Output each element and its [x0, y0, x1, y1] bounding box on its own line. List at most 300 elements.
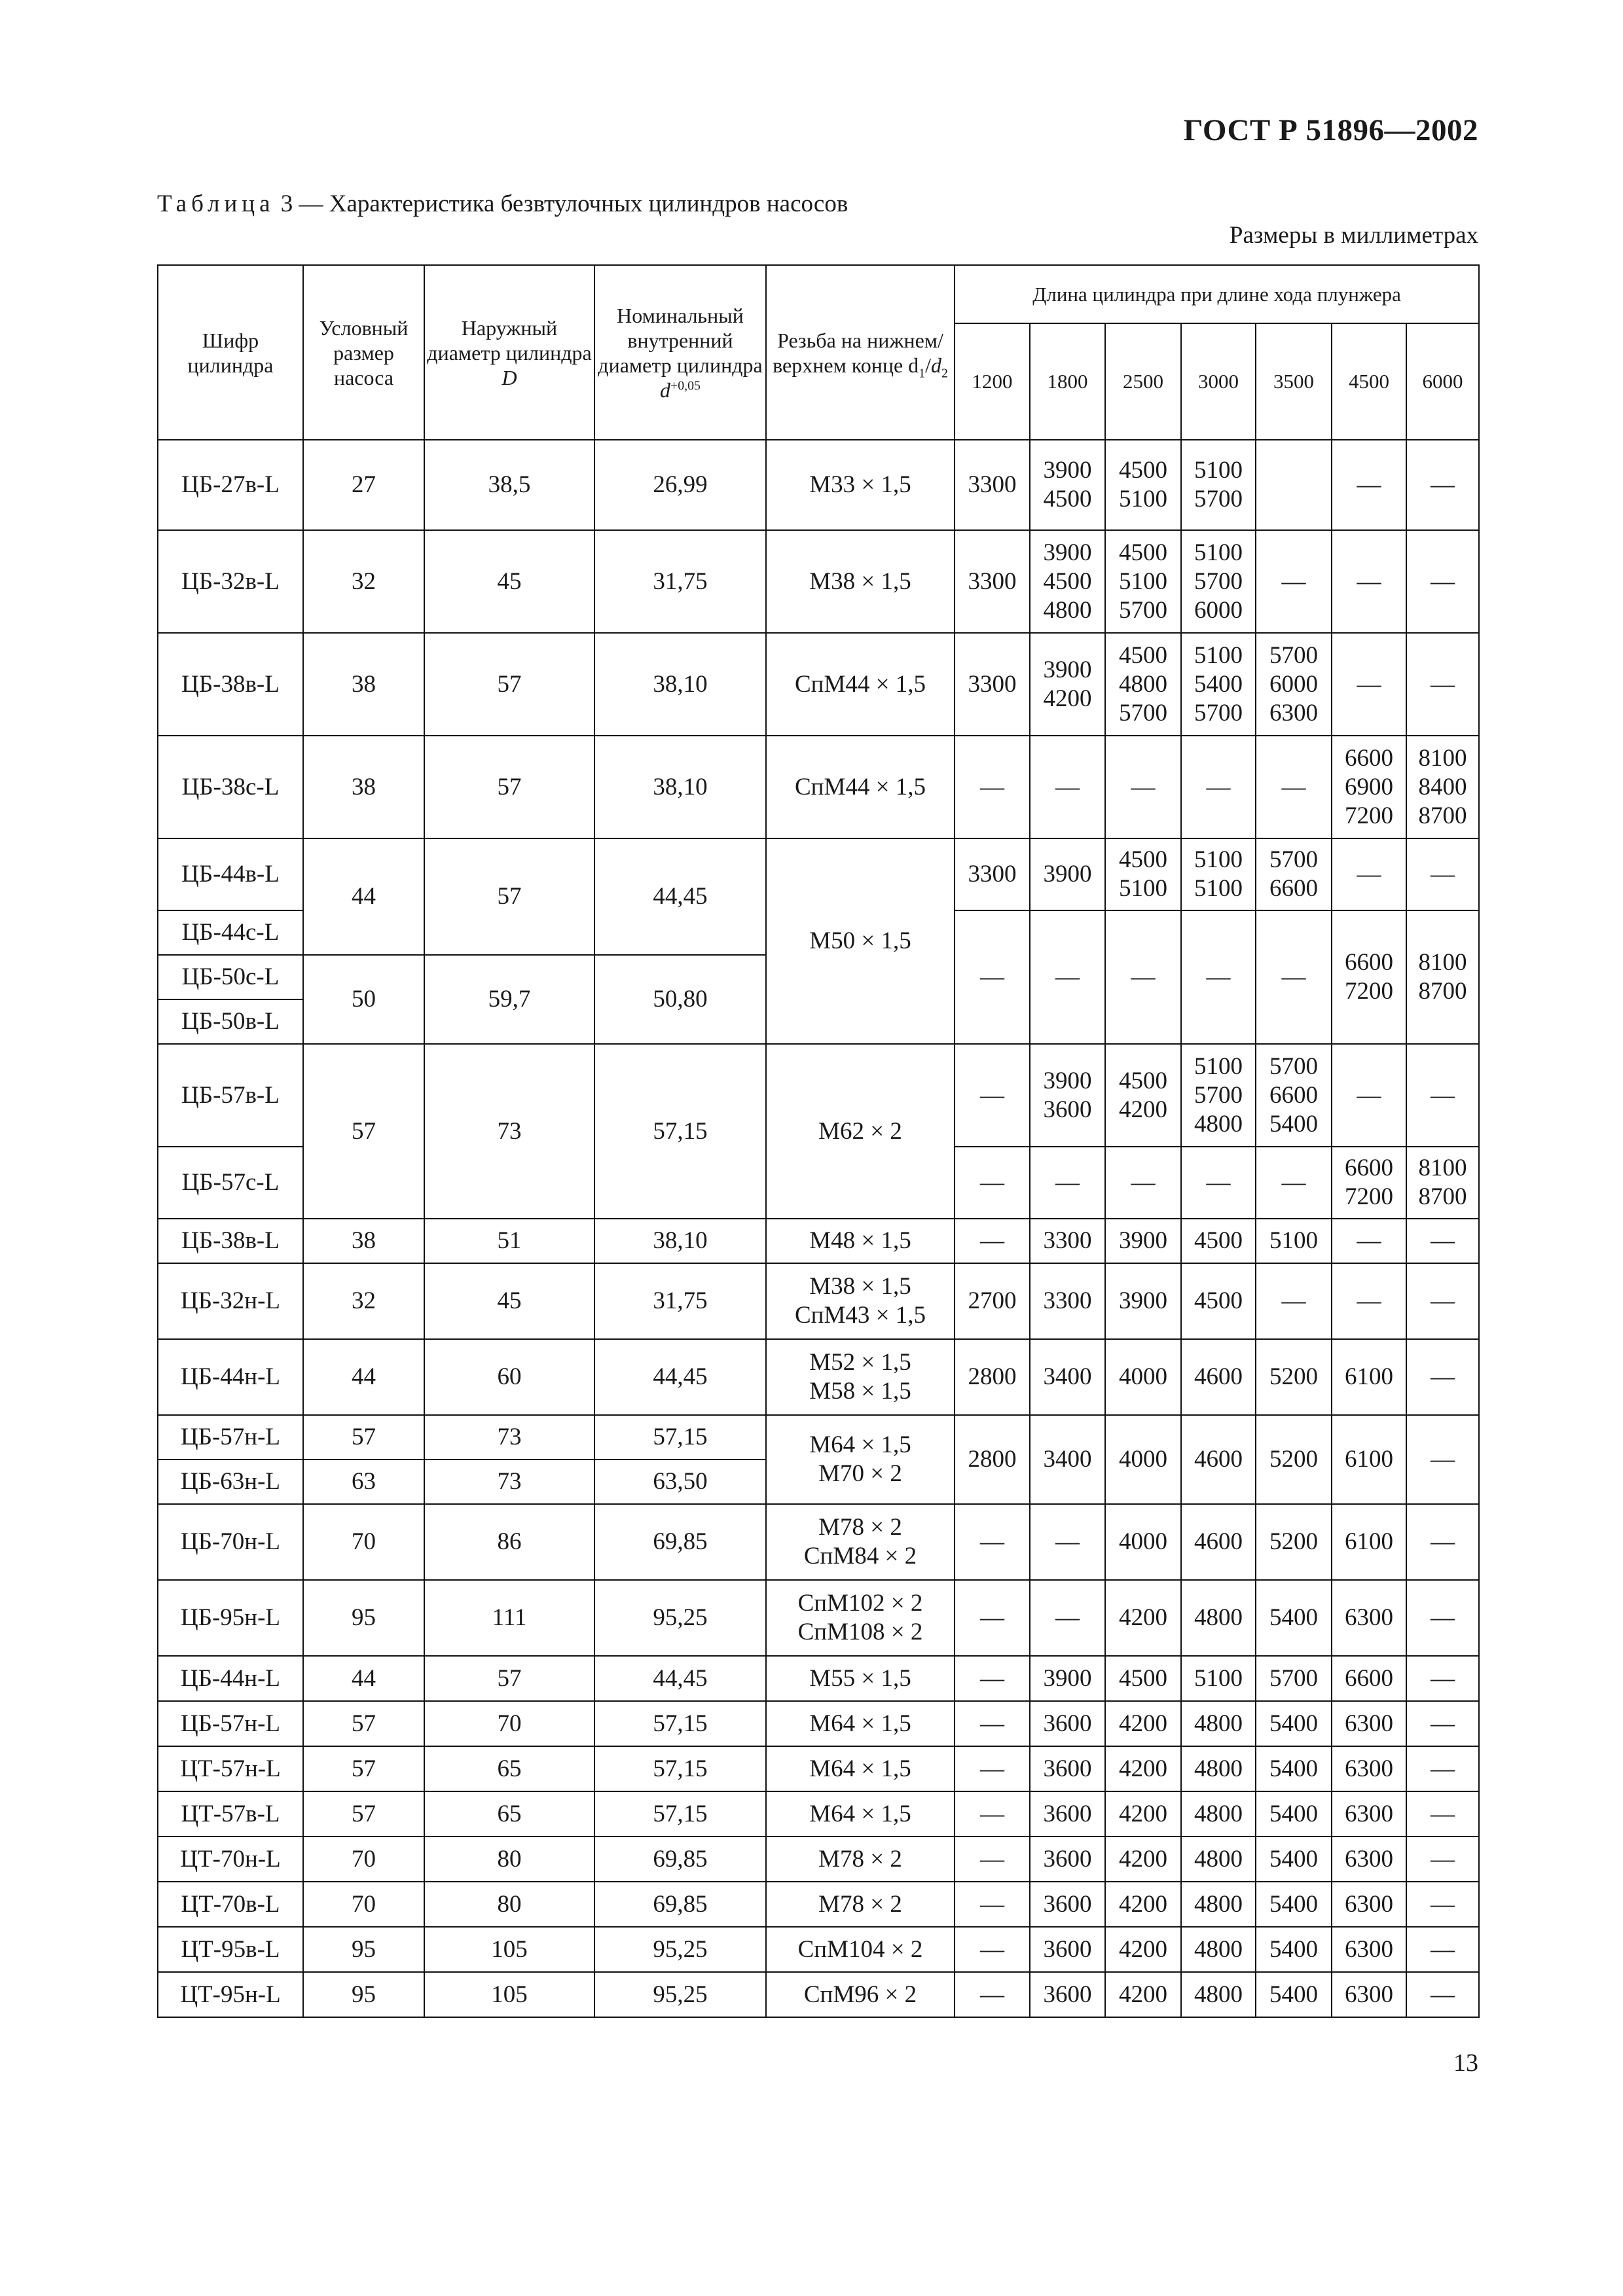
cell-code: ЦБ-57н-L	[158, 1701, 303, 1746]
cell-length: 4500	[1181, 1263, 1256, 1339]
cell-length: 8100 8700	[1406, 910, 1479, 1044]
table-row	[158, 1580, 1479, 1656]
cell-inner-diameter: 26,99	[594, 440, 766, 530]
cell-thread: СпМ44 × 1,5	[766, 736, 955, 838]
cell-size: 50	[303, 955, 424, 1044]
cell-size: 32	[303, 530, 424, 633]
header-length-group: Длина цилиндра при длине хода плунжера	[955, 265, 1479, 323]
table-row	[158, 1701, 1479, 1746]
cell-outer-diameter: 57	[424, 1656, 594, 1701]
cell-length: 4800	[1181, 1972, 1256, 2017]
cell-length: 6300	[1332, 1972, 1406, 2017]
cell-length: 3300	[955, 633, 1030, 736]
header-nominal-size: Условный размер насоса	[303, 265, 424, 440]
cell-outer-diameter: 51	[424, 1219, 594, 1263]
cell-length: —	[1030, 1580, 1105, 1656]
cell-length: 3400	[1030, 1415, 1105, 1504]
cell-inner-diameter: 69,85	[594, 1504, 766, 1580]
cell-inner-diameter: 57,15	[594, 1701, 766, 1746]
cell-length: 5200	[1256, 1415, 1332, 1504]
units-note: Размеры в миллиметрах	[1229, 222, 1478, 249]
cell-thread: СпМ102 × 2 СпМ108 × 2	[766, 1580, 955, 1656]
cell-length: —	[1406, 1972, 1479, 2017]
cell-length: —	[1406, 1263, 1479, 1339]
cylinder-characteristics-table	[157, 264, 1480, 2018]
cell-outer-diameter: 73	[424, 1415, 594, 1460]
cell-size: 95	[303, 1580, 424, 1656]
cell-code: ЦБ-32н-L	[158, 1263, 303, 1339]
cell-length: 3900 4500 4800	[1030, 530, 1105, 633]
cell-length: 6100	[1332, 1415, 1406, 1504]
cell-length: 4800	[1181, 1746, 1256, 1791]
cell-length: 2800	[955, 1339, 1030, 1415]
header-stroke-2500: 2500	[1105, 323, 1181, 440]
cell-size: 95	[303, 1927, 424, 1972]
standard-designation: ГОСТ Р 51896—2002	[1183, 113, 1478, 147]
cell-length: 5200	[1256, 1339, 1332, 1415]
cell-code: ЦБ-44в-L	[158, 838, 303, 910]
cell-length: 4800	[1181, 1701, 1256, 1746]
header-stroke-3500: 3500	[1256, 323, 1332, 440]
cell-thread: М78 × 2 СпМ84 × 2	[766, 1504, 955, 1580]
cell-size: 95	[303, 1972, 424, 2017]
header-inner-diameter-text: Номинальный внутренний диаметр цилиндра	[598, 303, 763, 377]
cell-thread: СпМ96 × 2	[766, 1972, 955, 2017]
cell-length: 5100 5400 5700	[1181, 633, 1256, 736]
header-outer-diameter-text: Наружный диаметр цилиндра	[427, 315, 592, 365]
cell-thread: М33 × 1,5	[766, 440, 955, 530]
cell-length: —	[955, 1746, 1030, 1791]
cell-inner-diameter: 57,15	[594, 1746, 766, 1791]
cell-outer-diameter: 57	[424, 838, 594, 955]
cell-code: ЦБ-38в-L	[158, 633, 303, 736]
cell-inner-diameter: 69,85	[594, 1882, 766, 1927]
cell-length: 5700 6000 6300	[1256, 633, 1332, 736]
cell-length: 6300	[1332, 1882, 1406, 1927]
header-thread-sub1: 1	[919, 365, 926, 380]
header-stroke-3000: 3000	[1181, 323, 1256, 440]
cell-code: ЦТ-70н-L	[158, 1837, 303, 1882]
cell-inner-diameter: 50,80	[594, 955, 766, 1044]
cell-length: 5700 6600	[1256, 838, 1332, 910]
cell-code: ЦТ-70в-L	[158, 1882, 303, 1927]
cell-length: 4500 4200	[1105, 1044, 1181, 1147]
cell-size: 44	[303, 1339, 424, 1415]
table-row	[158, 736, 1479, 838]
cell-length: —	[1406, 1219, 1479, 1263]
cell-outer-diameter: 73	[424, 1044, 594, 1219]
cell-thread: М55 × 1,5	[766, 1656, 955, 1701]
cell-size: 57	[303, 1415, 424, 1460]
cell-length: 3900 4500	[1030, 440, 1105, 530]
cell-length: 3600	[1030, 1746, 1105, 1791]
cell-code: ЦБ-44с-L	[158, 910, 303, 955]
cell-length	[1256, 440, 1332, 530]
cell-length: 5400	[1256, 1837, 1332, 1882]
cell-length: —	[1256, 736, 1332, 838]
cell-length: —	[1406, 633, 1479, 736]
table-row	[158, 1656, 1479, 1701]
cell-length: —	[955, 1791, 1030, 1837]
table-row	[158, 1504, 1479, 1580]
cell-code: ЦБ-50с-L	[158, 955, 303, 999]
cell-length: 8100 8400 8700	[1406, 736, 1479, 838]
cell-length: 4800	[1181, 1791, 1256, 1837]
cell-length: —	[1406, 530, 1479, 633]
header-stroke-1200: 1200	[955, 323, 1030, 440]
cell-code: ЦТ-57н-L	[158, 1746, 303, 1791]
cell-length: —	[1406, 1504, 1479, 1580]
cell-length: 3900 4200	[1030, 633, 1105, 736]
cell-length: —	[955, 1837, 1030, 1882]
cell-length: —	[1181, 1147, 1256, 1219]
table-row	[158, 1746, 1479, 1791]
cell-outer-diameter: 45	[424, 530, 594, 633]
page-number: 13	[1453, 2049, 1478, 2077]
cell-inner-diameter: 95,25	[594, 1580, 766, 1656]
cell-length: —	[1332, 1044, 1406, 1147]
cell-length: 8100 8700	[1406, 1147, 1479, 1219]
cell-inner-diameter: 31,75	[594, 1263, 766, 1339]
cell-length: 3300	[955, 838, 1030, 910]
cell-length: 4000	[1105, 1415, 1181, 1504]
cell-outer-diameter: 80	[424, 1837, 594, 1882]
cell-length: 4500	[1181, 1219, 1256, 1263]
cell-length: 5700 6600 5400	[1256, 1044, 1332, 1147]
cell-length: 5700	[1256, 1656, 1332, 1701]
cell-length: —	[1406, 1746, 1479, 1791]
cell-length: 5100 5700 6000	[1181, 530, 1256, 633]
cell-length: 6300	[1332, 1701, 1406, 1746]
cell-thread: М64 × 1,5	[766, 1701, 955, 1746]
cell-thread: М38 × 1,5	[766, 530, 955, 633]
cell-size: 70	[303, 1504, 424, 1580]
cell-thread: М78 × 2	[766, 1882, 955, 1927]
cell-outer-diameter: 70	[424, 1701, 594, 1746]
cell-outer-diameter: 65	[424, 1746, 594, 1791]
cell-length: 5400	[1256, 1882, 1332, 1927]
cell-length: 6300	[1332, 1927, 1406, 1972]
cell-length: 6100	[1332, 1339, 1406, 1415]
cell-length: —	[1256, 530, 1332, 633]
cell-length: 3900	[1030, 1656, 1105, 1701]
cell-length: —	[1105, 736, 1181, 838]
header-stroke-4500: 4500	[1332, 323, 1406, 440]
table-row	[158, 1791, 1479, 1837]
cell-thread: М64 × 1,5	[766, 1791, 955, 1837]
cell-length: 4000	[1105, 1339, 1181, 1415]
cell-outer-diameter: 105	[424, 1972, 594, 2017]
cell-outer-diameter: 105	[424, 1927, 594, 1972]
cell-length: —	[1406, 1927, 1479, 1972]
cell-code: ЦТ-95н-L	[158, 1972, 303, 2017]
cell-length: 3900 3600	[1030, 1044, 1105, 1147]
cell-length: 6300	[1332, 1791, 1406, 1837]
cell-length: 3900	[1105, 1263, 1181, 1339]
cell-length: —	[1030, 1504, 1105, 1580]
cell-outer-diameter: 80	[424, 1882, 594, 1927]
cell-length: 3300	[1030, 1219, 1105, 1263]
cell-length: 3600	[1030, 1972, 1105, 2017]
table-row	[158, 1219, 1479, 1263]
cell-length: —	[1406, 1701, 1479, 1746]
cell-outer-diameter: 65	[424, 1791, 594, 1837]
cell-size: 70	[303, 1837, 424, 1882]
cell-length: —	[1332, 1219, 1406, 1263]
cell-thread: М62 × 2	[766, 1044, 955, 1219]
cell-length: —	[1181, 910, 1256, 1044]
cell-length: —	[955, 736, 1030, 838]
cell-length: —	[955, 1044, 1030, 1147]
cell-length: 4200	[1105, 1927, 1181, 1972]
cell-length: 4200	[1105, 1972, 1181, 2017]
cell-inner-diameter: 38,10	[594, 633, 766, 736]
cell-length: —	[1105, 910, 1181, 1044]
cell-length: 5400	[1256, 1972, 1332, 2017]
cell-outer-diameter: 38,5	[424, 440, 594, 530]
table-caption	[157, 190, 848, 218]
header-stroke-1800: 1800	[1030, 323, 1105, 440]
cell-thread: СпМ104 × 2	[766, 1927, 955, 1972]
cell-code: ЦБ-50в-L	[158, 999, 303, 1044]
header-code: Шифр цилиндра	[158, 265, 303, 440]
cell-length: —	[1332, 633, 1406, 736]
cell-length: 4200	[1105, 1882, 1181, 1927]
cell-length: 5100	[1181, 1656, 1256, 1701]
cell-length: —	[955, 1219, 1030, 1263]
cell-length: 4600	[1181, 1415, 1256, 1504]
cell-length: —	[955, 910, 1030, 1044]
cell-inner-diameter: 95,25	[594, 1972, 766, 2017]
cell-length: 4200	[1105, 1791, 1181, 1837]
cell-code: ЦТ-95в-L	[158, 1927, 303, 1972]
header-inner-diameter-symbol: d	[660, 378, 671, 402]
cell-length: —	[1256, 1263, 1332, 1339]
cell-inner-diameter: 31,75	[594, 530, 766, 633]
cell-length: 6100	[1332, 1504, 1406, 1580]
cell-length: —	[1181, 736, 1256, 838]
cell-code: ЦБ-63н-L	[158, 1460, 303, 1504]
cell-size: 38	[303, 633, 424, 736]
cell-size: 70	[303, 1882, 424, 1927]
cell-length: 4500 5100	[1105, 440, 1181, 530]
cell-code: ЦБ-57в-L	[158, 1044, 303, 1147]
table-row	[158, 440, 1479, 530]
cell-length: 5400	[1256, 1746, 1332, 1791]
cell-length: 5100 5700 4800	[1181, 1044, 1256, 1147]
cell-thread: М38 × 1,5 СпМ43 × 1,5	[766, 1263, 955, 1339]
header-inner-diameter	[594, 265, 766, 440]
header-outer-diameter	[424, 265, 594, 440]
cell-length: —	[1406, 1339, 1479, 1415]
cell-length: 3300	[955, 440, 1030, 530]
cell-inner-diameter: 95,25	[594, 1927, 766, 1972]
cell-thread: СпМ44 × 1,5	[766, 633, 955, 736]
cell-length: —	[955, 1656, 1030, 1701]
cell-length: 5400	[1256, 1927, 1332, 1972]
cell-code: ЦБ-44н-L	[158, 1656, 303, 1701]
cell-length: 4600	[1181, 1504, 1256, 1580]
cell-length: —	[955, 1701, 1030, 1746]
header-thread-d2: d	[930, 353, 941, 377]
cell-length: —	[955, 1504, 1030, 1580]
cell-size: 57	[303, 1701, 424, 1746]
header-stroke-6000: 6000	[1406, 323, 1479, 440]
cell-code: ЦБ-38в-L	[158, 1219, 303, 1263]
table-row	[158, 1927, 1479, 1972]
cell-length: —	[1406, 1882, 1479, 1927]
header-thread-sub2: 2	[941, 365, 948, 380]
cell-length: —	[1030, 910, 1105, 1044]
cell-length: 6600 7200	[1332, 1147, 1406, 1219]
cell-inner-diameter: 63,50	[594, 1460, 766, 1504]
cell-inner-diameter: 44,45	[594, 838, 766, 955]
cell-size: 38	[303, 1219, 424, 1263]
cell-length: 3600	[1030, 1927, 1105, 1972]
cell-length: 6300	[1332, 1580, 1406, 1656]
cell-length: —	[1105, 1147, 1181, 1219]
cell-thread: М48 × 1,5	[766, 1219, 955, 1263]
header-inner-diameter-tolerance: +0,05	[670, 378, 701, 393]
cell-length: —	[955, 1580, 1030, 1656]
header-outer-diameter-symbol: D	[501, 365, 517, 389]
cell-length: 4500 5100 5700	[1105, 530, 1181, 633]
cell-length: 5100 5700	[1181, 440, 1256, 530]
cell-length: 5400	[1256, 1701, 1332, 1746]
cell-thread: М52 × 1,5 М58 × 1,5	[766, 1339, 955, 1415]
cell-size: 32	[303, 1263, 424, 1339]
cell-size: 44	[303, 838, 424, 955]
cell-length: —	[1406, 1791, 1479, 1837]
cell-length: 3600	[1030, 1701, 1105, 1746]
cell-outer-diameter: 73	[424, 1460, 594, 1504]
cell-code: ЦБ-32в-L	[158, 530, 303, 633]
cell-size: 27	[303, 440, 424, 530]
cell-length: 3300	[955, 530, 1030, 633]
cell-length: —	[1030, 736, 1105, 838]
cell-size: 57	[303, 1044, 424, 1219]
cell-code: ЦБ-38с-L	[158, 736, 303, 838]
cell-length: —	[1406, 1656, 1479, 1701]
cell-length: 3900	[1030, 838, 1105, 910]
table-row	[158, 1882, 1479, 1927]
cell-length: 4800	[1181, 1837, 1256, 1882]
table-row	[158, 1972, 1479, 2017]
cell-length: —	[1332, 530, 1406, 633]
cell-thread: М64 × 1,5 М70 × 2	[766, 1415, 955, 1504]
cell-code: ЦБ-27в-L	[158, 440, 303, 530]
cell-code: ЦБ-95н-L	[158, 1580, 303, 1656]
cell-length: 6300	[1332, 1837, 1406, 1882]
cell-inner-diameter: 57,15	[594, 1415, 766, 1460]
cell-outer-diameter: 59,7	[424, 955, 594, 1044]
cell-length: —	[1256, 1147, 1332, 1219]
cell-length: 3600	[1030, 1837, 1105, 1882]
cell-outer-diameter: 60	[424, 1339, 594, 1415]
cell-length: 4500	[1105, 1656, 1181, 1701]
header-thread-text: Резьба на нижнем/верхнем конце d	[773, 328, 943, 377]
table-row	[158, 530, 1479, 633]
cell-thread: М64 × 1,5	[766, 1746, 955, 1791]
cell-outer-diameter: 86	[424, 1504, 594, 1580]
cell-length: —	[955, 1147, 1030, 1219]
cell-length: —	[1332, 838, 1406, 910]
cell-length: 4500 4800 5700	[1105, 633, 1181, 736]
cell-thread: М50 × 1,5	[766, 838, 955, 1044]
table-row	[158, 1263, 1479, 1339]
cell-length: —	[1406, 838, 1479, 910]
cell-inner-diameter: 44,45	[594, 1339, 766, 1415]
cell-length: —	[1332, 440, 1406, 530]
table-row	[158, 1415, 1479, 1460]
cell-length: 5400	[1256, 1580, 1332, 1656]
table-caption-text: 3 — Характеристика безвтулочных цилиндров насосов	[280, 190, 848, 217]
cell-inner-diameter: 57,15	[594, 1044, 766, 1219]
cell-length: —	[955, 1927, 1030, 1972]
cell-outer-diameter: 57	[424, 633, 594, 736]
cell-inner-diameter: 44,45	[594, 1656, 766, 1701]
cell-length: 3400	[1030, 1339, 1105, 1415]
cell-length: —	[1406, 1837, 1479, 1882]
cell-length: 6600 7200	[1332, 910, 1406, 1044]
cell-length: 4800	[1181, 1882, 1256, 1927]
cell-length: 4800	[1181, 1927, 1256, 1972]
cell-length: —	[955, 1882, 1030, 1927]
cell-length: 2700	[955, 1263, 1030, 1339]
cell-thread: М78 × 2	[766, 1837, 955, 1882]
cell-length: 5200	[1256, 1504, 1332, 1580]
table-row	[158, 1044, 1479, 1147]
cell-length: 5100	[1256, 1219, 1332, 1263]
cell-code: ЦТ-57в-L	[158, 1791, 303, 1837]
cell-code: ЦБ-44н-L	[158, 1339, 303, 1415]
cell-length: 3600	[1030, 1791, 1105, 1837]
cell-inner-diameter: 57,15	[594, 1791, 766, 1837]
table-row	[158, 1837, 1479, 1882]
cell-length: —	[1256, 910, 1332, 1044]
cell-length: —	[1406, 440, 1479, 530]
cell-size: 57	[303, 1791, 424, 1837]
cell-length: —	[1030, 1147, 1105, 1219]
cell-length: 3300	[1030, 1263, 1105, 1339]
cell-outer-diameter: 111	[424, 1580, 594, 1656]
cell-code: ЦБ-57н-L	[158, 1415, 303, 1460]
cell-length: 6600	[1332, 1656, 1406, 1701]
cell-outer-diameter: 57	[424, 736, 594, 838]
cell-length: 5400	[1256, 1791, 1332, 1837]
cell-length: —	[1406, 1580, 1479, 1656]
cell-outer-diameter: 45	[424, 1263, 594, 1339]
table-row	[158, 838, 1479, 910]
cell-code: ЦБ-70н-L	[158, 1504, 303, 1580]
table-row	[158, 633, 1479, 736]
cell-length: 3600	[1030, 1882, 1105, 1927]
cell-length: —	[955, 1972, 1030, 2017]
cell-length: 4200	[1105, 1701, 1181, 1746]
cell-length: 4200	[1105, 1746, 1181, 1791]
cell-size: 63	[303, 1460, 424, 1504]
cell-length: 4200	[1105, 1580, 1181, 1656]
cell-size: 57	[303, 1746, 424, 1791]
cell-length: —	[1406, 1415, 1479, 1504]
cell-inner-diameter: 38,10	[594, 1219, 766, 1263]
cell-inner-diameter: 38,10	[594, 736, 766, 838]
cell-length: 4500 5100	[1105, 838, 1181, 910]
cell-size: 38	[303, 736, 424, 838]
cell-length: 3900	[1105, 1219, 1181, 1263]
header-thread	[766, 265, 955, 440]
cell-length: 5100 5100	[1181, 838, 1256, 910]
